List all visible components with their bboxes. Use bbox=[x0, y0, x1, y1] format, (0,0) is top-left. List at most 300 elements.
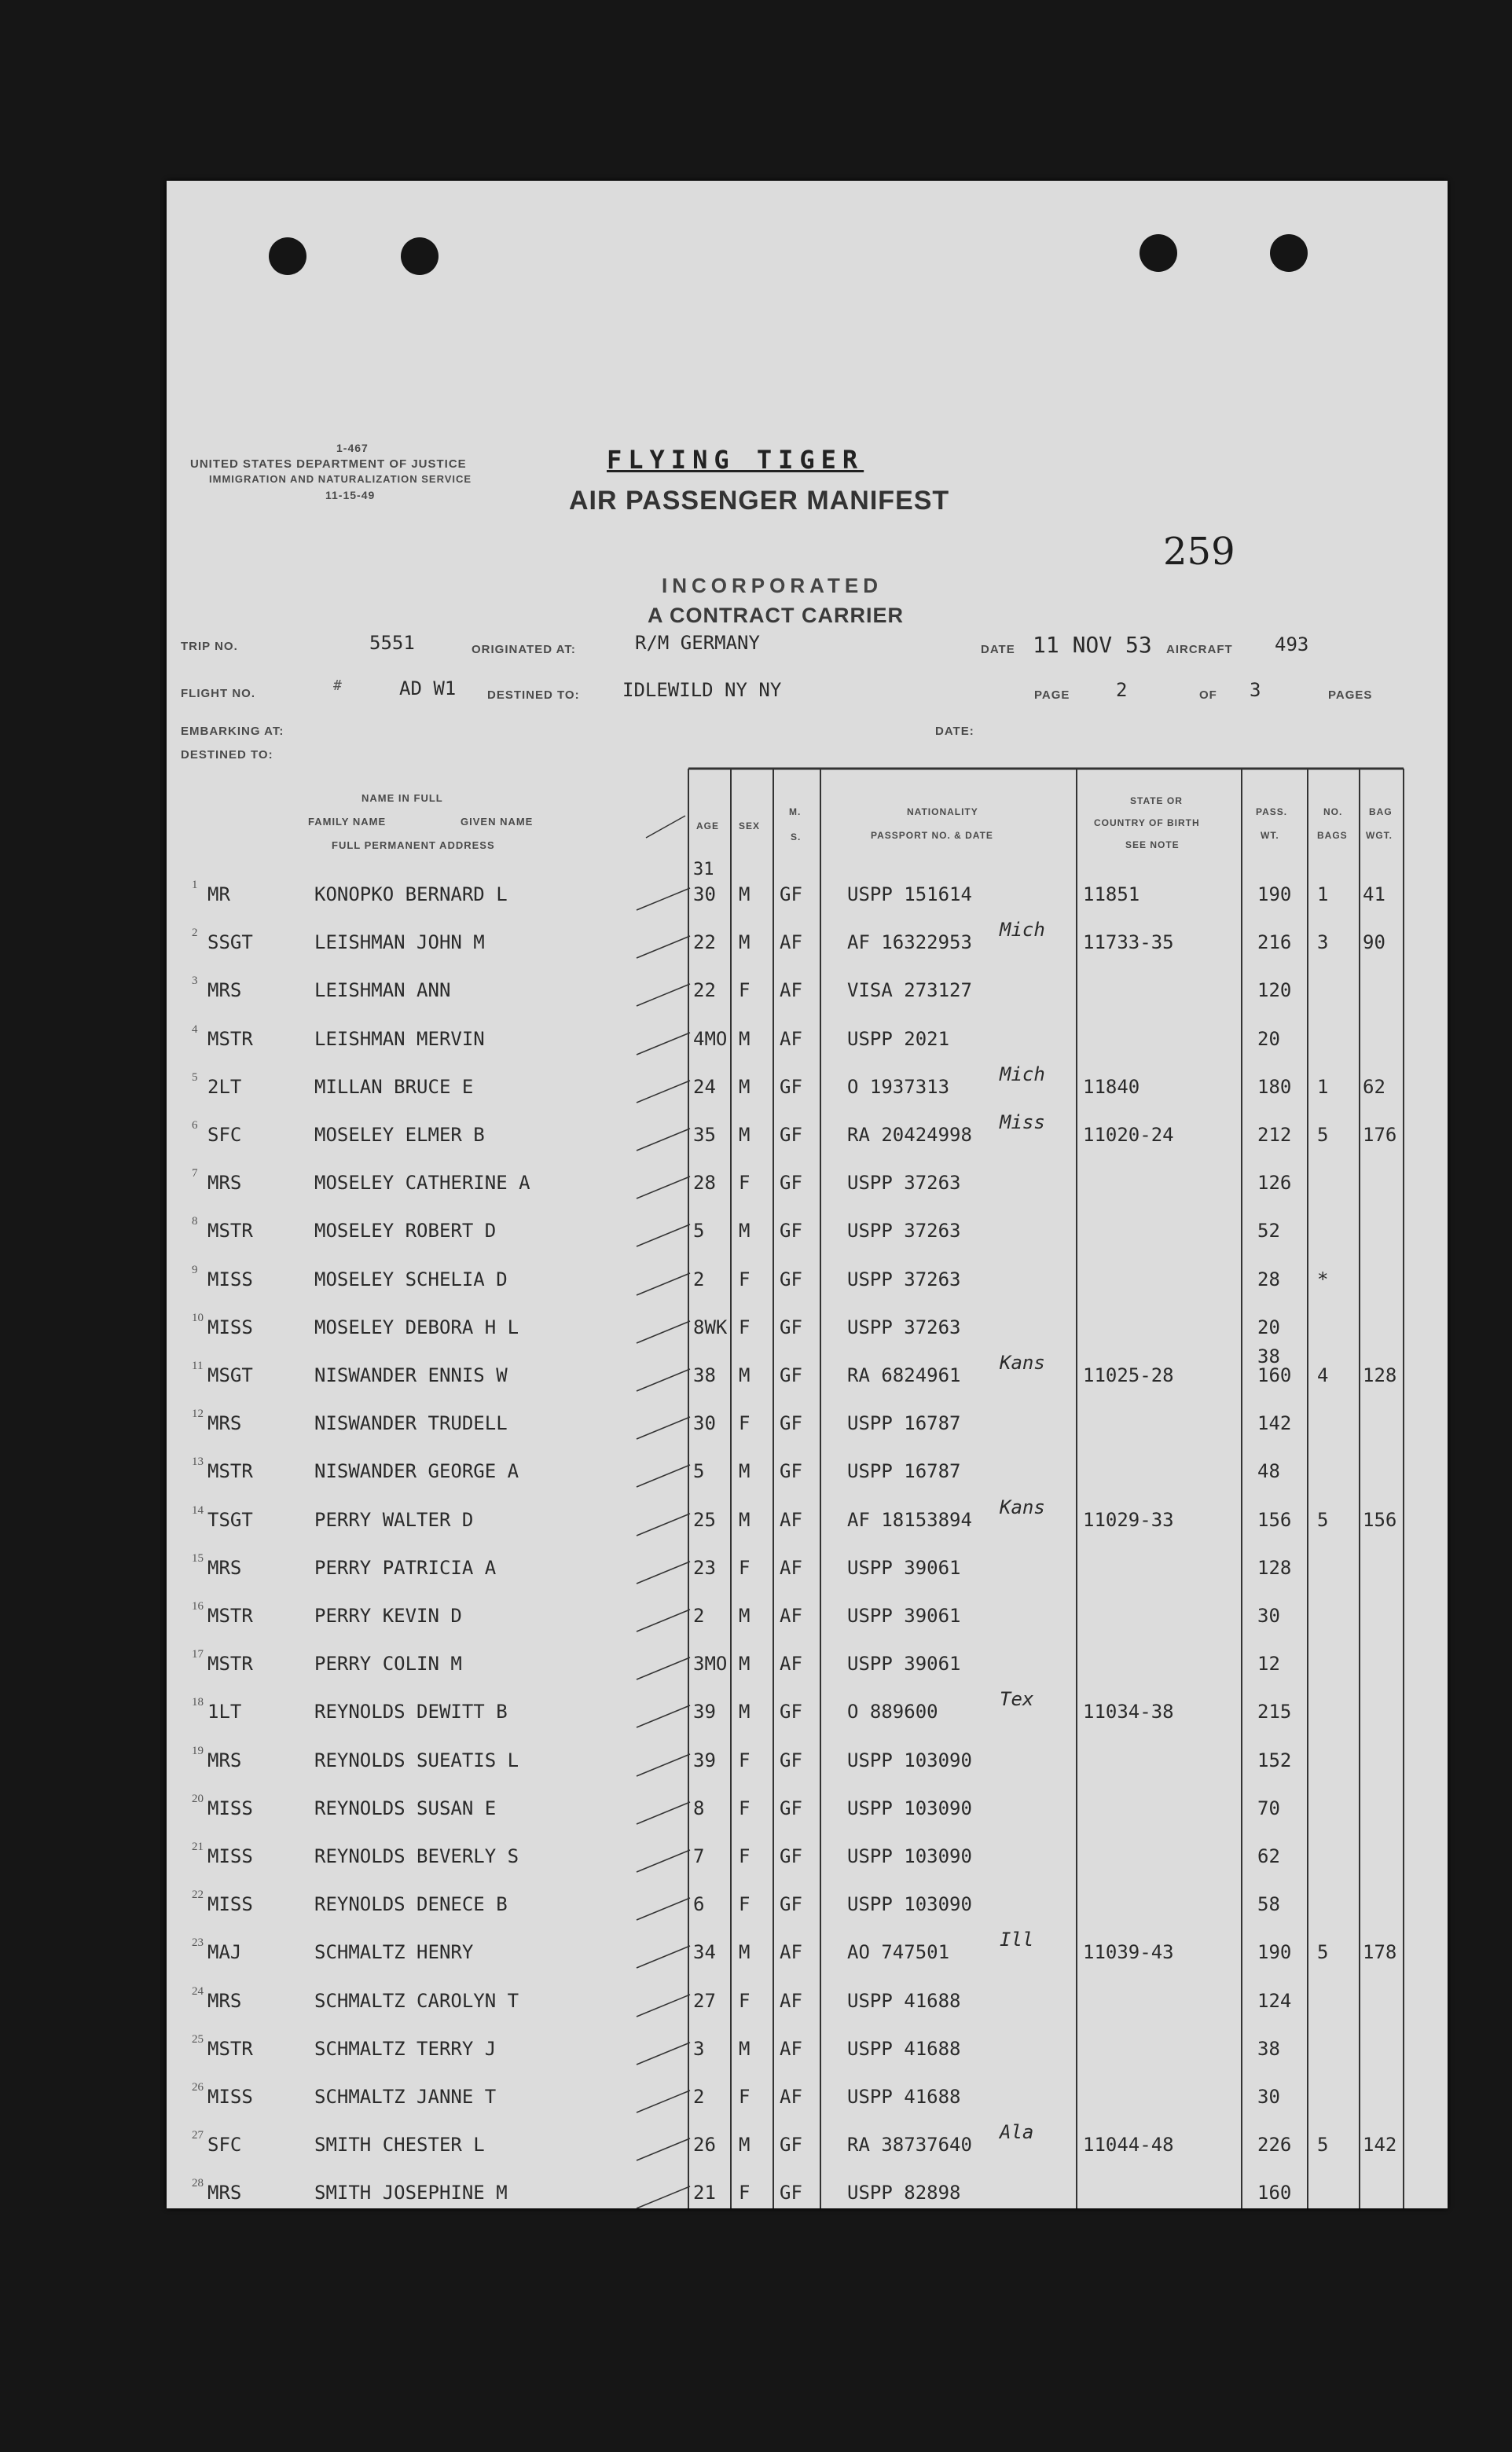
row-sex: F bbox=[739, 2086, 750, 2108]
row-handwritten-note: Tex bbox=[1000, 1688, 1034, 1711]
row-pass-wt: 216 bbox=[1257, 931, 1292, 954]
check-mark bbox=[633, 1749, 696, 1781]
row-sex: F bbox=[739, 1556, 750, 1579]
check-mark bbox=[633, 2134, 696, 2165]
table-row bbox=[167, 1020, 1448, 1068]
table-row bbox=[167, 2121, 1448, 2174]
row-handwritten-note: Ala bbox=[1000, 2121, 1034, 2144]
row-sex: F bbox=[739, 1412, 750, 1435]
row-sex: F bbox=[739, 1268, 750, 1290]
row-passport: USPP 103090 bbox=[847, 1797, 972, 1819]
table-row bbox=[167, 1688, 1448, 1741]
row-ms: GF bbox=[780, 1220, 802, 1243]
row-title: SFC bbox=[207, 2134, 242, 2157]
row-handwritten-note: Kans bbox=[1000, 1352, 1045, 1374]
row-ms: AF bbox=[780, 1508, 802, 1531]
aircraft-value: 493 bbox=[1275, 633, 1309, 655]
check-mark bbox=[633, 1172, 696, 1203]
row-title: MRS bbox=[207, 2182, 242, 2204]
row-age-correction: 31 bbox=[693, 860, 714, 879]
col-ms-1: M. bbox=[789, 806, 802, 817]
row-passport: USPP 103090 bbox=[847, 1893, 972, 1916]
row-pass-wt: 124 bbox=[1257, 1989, 1292, 2012]
table-row bbox=[167, 1452, 1448, 1500]
check-mark bbox=[633, 1028, 696, 1059]
row-bags: 1 bbox=[1317, 1075, 1329, 1098]
col-sex: SEX bbox=[739, 820, 761, 831]
row-passport: VISA 273127 bbox=[847, 979, 972, 1002]
row-number: 28 bbox=[192, 2177, 204, 2190]
table-row bbox=[167, 2174, 1448, 2222]
row-title: MSTR bbox=[207, 1027, 253, 1050]
col-pass-wt-2: WT. bbox=[1261, 830, 1279, 841]
row-birth: 11020-24 bbox=[1083, 1124, 1174, 1146]
col-bagwt-1: BAG bbox=[1369, 806, 1393, 817]
row-title: MRS bbox=[207, 1989, 242, 2012]
check-mark bbox=[633, 1076, 696, 1107]
check-mark bbox=[633, 1605, 696, 1636]
row-passport: USPP 16787 bbox=[847, 1460, 961, 1483]
row-pass-wt: 52 bbox=[1257, 1220, 1280, 1243]
row-age: 2 bbox=[693, 2086, 705, 2108]
destined-label: DESTINED TO: bbox=[487, 688, 580, 702]
destined-value: IDLEWILD NY NY bbox=[622, 679, 782, 701]
check-mark bbox=[633, 1941, 696, 1973]
row-title: SSGT bbox=[207, 931, 253, 954]
row-passport: USPP 37263 bbox=[847, 1268, 961, 1290]
table-row bbox=[167, 1345, 1448, 1404]
check-mark bbox=[633, 931, 696, 963]
row-bags: 1 bbox=[1317, 883, 1329, 905]
table-row bbox=[167, 1982, 1448, 2030]
row-pass-wt: 28 bbox=[1257, 1268, 1280, 1290]
table-row bbox=[167, 1309, 1448, 1356]
row-ms: GF bbox=[780, 1124, 802, 1146]
form-number: 1-467 bbox=[336, 442, 369, 454]
row-number: 13 bbox=[192, 1455, 204, 1469]
row-number: 1 bbox=[192, 879, 198, 891]
row-sex: M bbox=[739, 2037, 750, 2060]
row-name: REYNOLDS DEWITT B bbox=[314, 1701, 508, 1723]
col-bags-1: NO. bbox=[1323, 806, 1343, 817]
row-name: REYNOLDS SUSAN E bbox=[314, 1797, 497, 1819]
manifest-title: AIR PASSENGER MANIFEST bbox=[569, 486, 950, 516]
row-ms: GF bbox=[780, 1412, 802, 1435]
col-address: FULL PERMANENT ADDRESS bbox=[332, 839, 495, 851]
row-title: MRS bbox=[207, 1556, 242, 1579]
check-mark bbox=[633, 1557, 696, 1588]
row-name: NISWANDER TRUDELL bbox=[314, 1412, 508, 1435]
pages-label: PAGES bbox=[1328, 688, 1373, 702]
row-passport: RA 20424998 bbox=[847, 1124, 972, 1146]
manifest-page bbox=[167, 181, 1448, 2208]
row-sex: M bbox=[739, 1124, 750, 1146]
row-bags: * bbox=[1317, 1268, 1329, 1290]
table-row bbox=[167, 1885, 1448, 1933]
col-name-line1: NAME IN FULL bbox=[361, 792, 443, 804]
row-ms: AF bbox=[780, 1556, 802, 1579]
table-row bbox=[167, 919, 1448, 971]
row-passport: USPP 16787 bbox=[847, 1412, 961, 1435]
table-row bbox=[167, 2030, 1448, 2078]
row-sex: M bbox=[739, 1508, 750, 1531]
table-row bbox=[167, 971, 1448, 1019]
row-sex: M bbox=[739, 2134, 750, 2157]
row-birth: 11733-35 bbox=[1083, 931, 1174, 954]
row-bag-wt: 178 bbox=[1363, 1941, 1397, 1964]
table-row bbox=[167, 1212, 1448, 1260]
row-bags: 5 bbox=[1317, 1124, 1329, 1146]
row-bags: 5 bbox=[1317, 1941, 1329, 1964]
row-pass-wt: 70 bbox=[1257, 1797, 1280, 1819]
row-passport: O 889600 bbox=[847, 1701, 938, 1723]
row-ms: GF bbox=[780, 1701, 802, 1723]
check-mark bbox=[633, 1124, 696, 1155]
originated-value: R/M GERMANY bbox=[635, 632, 760, 654]
contract-carrier-label: A CONTRACT CARRIER bbox=[648, 604, 904, 627]
row-pass-wt: 190 bbox=[1257, 1941, 1292, 1964]
row-title: MISS bbox=[207, 1893, 253, 1916]
row-age: 24 bbox=[693, 1075, 716, 1098]
embarking-label: EMBARKING AT: bbox=[181, 725, 284, 738]
check-mark bbox=[633, 1364, 696, 1396]
row-birth: 11851 bbox=[1083, 883, 1140, 905]
row-passport: USPP 39061 bbox=[847, 1653, 961, 1676]
check-mark bbox=[633, 1845, 696, 1877]
row-age: 2 bbox=[693, 1268, 705, 1290]
flight-prefix: # bbox=[333, 677, 342, 694]
row-sex: M bbox=[739, 931, 750, 954]
col-given-name: GIVEN NAME bbox=[461, 816, 534, 828]
originated-label: ORIGINATED AT: bbox=[472, 643, 576, 656]
check-mark bbox=[633, 883, 696, 915]
row-bags: 3 bbox=[1317, 931, 1329, 954]
table-row bbox=[167, 1742, 1448, 1789]
row-sex: M bbox=[739, 1605, 750, 1627]
row-age: 21 bbox=[693, 2182, 716, 2204]
row-ms: AF bbox=[780, 1653, 802, 1676]
row-name: LEISHMAN JOHN M bbox=[314, 931, 485, 954]
row-bag-wt: 176 bbox=[1363, 1124, 1397, 1146]
of-value: 3 bbox=[1250, 679, 1261, 701]
row-number: 16 bbox=[192, 1600, 204, 1613]
row-passport: AO 747501 bbox=[847, 1941, 950, 1964]
table-row bbox=[167, 1837, 1448, 1885]
table-row bbox=[167, 1645, 1448, 1693]
row-name: SCHMALTZ CAROLYN T bbox=[314, 1989, 519, 2012]
row-passport: RA 38737640 bbox=[847, 2134, 972, 2157]
of-label: OF bbox=[1199, 688, 1217, 702]
row-title: MRS bbox=[207, 1412, 242, 1435]
row-number: 17 bbox=[192, 1648, 204, 1661]
row-title: MSTR bbox=[207, 1653, 253, 1676]
col-state-3: SEE NOTE bbox=[1125, 839, 1180, 850]
row-number: 12 bbox=[192, 1408, 204, 1421]
date-label: DATE bbox=[981, 643, 1015, 656]
row-pass-wt: 62 bbox=[1257, 1845, 1280, 1867]
table-row bbox=[167, 1404, 1448, 1452]
row-title: TSGT bbox=[207, 1508, 253, 1531]
row-passport: USPP 103090 bbox=[847, 1749, 972, 1771]
row-passport: USPP 39061 bbox=[847, 1556, 961, 1579]
row-pass-wt: 20 bbox=[1257, 1027, 1280, 1050]
row-passport: USPP 151614 bbox=[847, 883, 972, 905]
row-pass-wt: 142 bbox=[1257, 1412, 1292, 1435]
row-name: MOSELEY DEBORA H L bbox=[314, 1316, 519, 1338]
row-birth: 11025-28 bbox=[1083, 1364, 1174, 1386]
agency-line-2: IMMIGRATION AND NATURALIZATION SERVICE bbox=[209, 473, 472, 485]
row-ms: GF bbox=[780, 883, 802, 905]
row-pass-wt: 38 bbox=[1257, 2037, 1280, 2060]
row-age: 39 bbox=[693, 1701, 716, 1723]
row-ms: AF bbox=[780, 2037, 802, 2060]
table-row bbox=[167, 2078, 1448, 2126]
row-name: MOSELEY ELMER B bbox=[314, 1124, 485, 1146]
table-row bbox=[167, 1549, 1448, 1597]
page-stamp-number: 259 bbox=[1163, 530, 1235, 574]
row-number: 22 bbox=[192, 1889, 204, 1902]
row-name: NISWANDER ENNIS W bbox=[314, 1364, 508, 1386]
row-ms: GF bbox=[780, 2182, 802, 2204]
row-title: MSGT bbox=[207, 1364, 253, 1386]
col-age: AGE bbox=[696, 820, 720, 831]
row-number: 9 bbox=[192, 1263, 198, 1276]
row-name: MOSELEY ROBERT D bbox=[314, 1220, 497, 1243]
row-title: MISS bbox=[207, 1797, 253, 1819]
row-pass-wt: 226 bbox=[1257, 2134, 1292, 2157]
col-state-2: COUNTRY OF BIRTH bbox=[1094, 817, 1200, 828]
row-bag-wt: 62 bbox=[1363, 1075, 1385, 1098]
row-title: MSTR bbox=[207, 2037, 253, 2060]
row-ms: AF bbox=[780, 1605, 802, 1627]
row-pass-wt: 215 bbox=[1257, 1701, 1292, 1723]
row-name: PERRY PATRICIA A bbox=[314, 1556, 497, 1579]
row-name: PERRY COLIN M bbox=[314, 1653, 462, 1676]
table-row bbox=[167, 1929, 1448, 1981]
row-birth: 11029-33 bbox=[1083, 1508, 1174, 1531]
row-name: SMITH JOSEPHINE M bbox=[314, 2182, 508, 2204]
row-name: MILLAN BRUCE E bbox=[314, 1075, 474, 1098]
col-family-name: FAMILY NAME bbox=[308, 816, 387, 828]
row-sex: F bbox=[739, 1989, 750, 2012]
row-sex: F bbox=[739, 1316, 750, 1338]
row-number: 25 bbox=[192, 2032, 204, 2046]
row-ms: AF bbox=[780, 1989, 802, 2012]
row-sex: F bbox=[739, 1845, 750, 1867]
row-age: 28 bbox=[693, 1172, 716, 1195]
row-age: 5 bbox=[693, 1220, 705, 1243]
row-title: MISS bbox=[207, 1268, 253, 1290]
row-age: 8WK bbox=[693, 1316, 728, 1338]
row-age: 30 bbox=[693, 1412, 716, 1435]
col-passport: PASSPORT NO. & DATE bbox=[871, 830, 993, 841]
row-passport: USPP 37263 bbox=[847, 1220, 961, 1243]
row-ms: GF bbox=[780, 1364, 802, 1386]
row-age: 38 bbox=[693, 1364, 716, 1386]
row-age: 4MO bbox=[693, 1027, 728, 1050]
row-title: MSTR bbox=[207, 1460, 253, 1483]
check-mark bbox=[633, 2182, 696, 2213]
check-mark bbox=[633, 1460, 696, 1492]
row-ms: AF bbox=[780, 1027, 802, 1050]
row-title: 2LT bbox=[207, 1075, 242, 1098]
row-title: MAJ bbox=[207, 1941, 242, 1964]
row-age: 23 bbox=[693, 1556, 716, 1579]
table-row bbox=[167, 1261, 1448, 1309]
row-number: 2 bbox=[192, 927, 198, 940]
row-name: REYNOLDS BEVERLY S bbox=[314, 1845, 519, 1867]
table-row bbox=[167, 1496, 1448, 1549]
row-age: 6 bbox=[693, 1893, 705, 1916]
flight-no-value: AD W1 bbox=[399, 677, 457, 699]
row-pass-wt: 30 bbox=[1257, 2086, 1280, 2108]
check-mark bbox=[633, 979, 696, 1011]
row-number: 26 bbox=[192, 2081, 204, 2094]
row-bags: 5 bbox=[1317, 1508, 1329, 1531]
row-pass-wt: 180 bbox=[1257, 1075, 1292, 1098]
row-number: 3 bbox=[192, 975, 198, 988]
row-bag-wt: 90 bbox=[1363, 931, 1385, 954]
row-number: 21 bbox=[192, 1841, 204, 1853]
col-ms-2: S. bbox=[791, 831, 802, 842]
row-number: 23 bbox=[192, 1936, 204, 1950]
row-number: 19 bbox=[192, 1744, 204, 1757]
row-ms: AF bbox=[780, 1941, 802, 1964]
row-passport: USPP 37263 bbox=[847, 1172, 961, 1195]
check-mark bbox=[633, 2086, 696, 2117]
row-passport: USPP 103090 bbox=[847, 1845, 972, 1867]
date-value: 11 NOV 53 bbox=[1033, 632, 1152, 658]
row-number: 15 bbox=[192, 1551, 204, 1565]
check-mark bbox=[633, 1797, 696, 1829]
row-bags: 4 bbox=[1317, 1364, 1329, 1386]
row-name: PERRY WALTER D bbox=[314, 1508, 474, 1531]
row-number: 14 bbox=[192, 1503, 204, 1517]
row-ms: GF bbox=[780, 2134, 802, 2157]
row-handwritten-note: Ill bbox=[1000, 1929, 1034, 1951]
row-sex: F bbox=[739, 1172, 750, 1195]
flight-no-label: FLIGHT NO. bbox=[181, 687, 255, 700]
row-number: 27 bbox=[192, 2129, 204, 2142]
table-row bbox=[167, 1111, 1448, 1164]
row-name: LEISHMAN ANN bbox=[314, 979, 451, 1002]
row-pass-wt: 160 bbox=[1257, 2182, 1292, 2204]
row-handwritten-note: Mich bbox=[1000, 1063, 1045, 1085]
check-mark bbox=[633, 1268, 696, 1300]
row-sex: F bbox=[739, 2182, 750, 2204]
row-ms: GF bbox=[780, 1845, 802, 1867]
row-age: 30 bbox=[693, 883, 716, 905]
row-number: 18 bbox=[192, 1696, 204, 1709]
row-name: SCHMALTZ JANNE T bbox=[314, 2086, 497, 2108]
col-bagwt-2: WGT. bbox=[1366, 830, 1393, 841]
row-name: NISWANDER GEORGE A bbox=[314, 1460, 519, 1483]
row-sex: F bbox=[739, 1797, 750, 1819]
row-birth: 11840 bbox=[1083, 1075, 1140, 1098]
row-ms: AF bbox=[780, 931, 802, 954]
row-pass-wt: 30 bbox=[1257, 1605, 1280, 1627]
row-name: REYNOLDS DENECE B bbox=[314, 1893, 508, 1916]
row-name: SCHMALTZ HENRY bbox=[314, 1941, 474, 1964]
check-mark bbox=[633, 1653, 696, 1684]
row-ms: AF bbox=[780, 2086, 802, 2108]
row-pass-wt: 48 bbox=[1257, 1460, 1280, 1483]
row-bag-wt: 142 bbox=[1363, 2134, 1397, 2157]
row-age: 26 bbox=[693, 2134, 716, 2157]
row-ms: GF bbox=[780, 1075, 802, 1098]
row-sex: M bbox=[739, 1653, 750, 1676]
row-passport: USPP 2021 bbox=[847, 1027, 950, 1050]
row-title: MRS bbox=[207, 979, 242, 1002]
row-passport: USPP 82898 bbox=[847, 2182, 961, 2204]
row-age: 3MO bbox=[693, 1653, 728, 1676]
row-name: PERRY KEVIN D bbox=[314, 1605, 462, 1627]
row-passport: USPP 39061 bbox=[847, 1605, 961, 1627]
table-row bbox=[167, 1164, 1448, 1212]
row-age: 2 bbox=[693, 1605, 705, 1627]
row-title: MISS bbox=[207, 1845, 253, 1867]
row-ms: GF bbox=[780, 1749, 802, 1771]
row-number: 11 bbox=[192, 1360, 204, 1372]
row-ms: GF bbox=[780, 1460, 802, 1483]
row-ms: GF bbox=[780, 1797, 802, 1819]
aircraft-label: AIRCRAFT bbox=[1166, 643, 1233, 656]
table-row bbox=[167, 1063, 1448, 1116]
row-passport: AF 16322953 bbox=[847, 931, 972, 954]
row-name: SMITH CHESTER L bbox=[314, 2134, 485, 2157]
row-number: 24 bbox=[192, 1984, 204, 1998]
row-ms: AF bbox=[780, 979, 802, 1002]
row-passport: AF 18153894 bbox=[847, 1508, 972, 1531]
row-age: 35 bbox=[693, 1124, 716, 1146]
row-ms: GF bbox=[780, 1172, 802, 1195]
col-nationality: NATIONALITY bbox=[907, 806, 978, 817]
table-row bbox=[167, 1789, 1448, 1837]
row-passport: USPP 41688 bbox=[847, 2086, 961, 2108]
row-sex: F bbox=[739, 1893, 750, 1916]
row-bags: 5 bbox=[1317, 2134, 1329, 2157]
row-title: 1LT bbox=[207, 1701, 242, 1723]
row-handwritten-note: Mich bbox=[1000, 919, 1045, 942]
row-title: MSTR bbox=[207, 1605, 253, 1627]
row-handwritten-note: Kans bbox=[1000, 1496, 1045, 1518]
row-number: 5 bbox=[192, 1070, 198, 1084]
row-name: KONOPKO BERNARD L bbox=[314, 883, 508, 905]
trip-no-value: 5551 bbox=[369, 632, 415, 654]
check-mark bbox=[633, 1316, 696, 1348]
row-birth: 11039-43 bbox=[1083, 1941, 1174, 1964]
row-title: MISS bbox=[207, 2086, 253, 2108]
row-age: 39 bbox=[693, 1749, 716, 1771]
row-passport: USPP 41688 bbox=[847, 2037, 961, 2060]
row-bag-wt: 41 bbox=[1363, 883, 1385, 905]
row-pass-wt: 120 bbox=[1257, 979, 1292, 1002]
row-title: MISS bbox=[207, 1316, 253, 1338]
row-passport: O 1937313 bbox=[847, 1075, 950, 1098]
row-birth: 11034-38 bbox=[1083, 1701, 1174, 1723]
trip-no-label: TRIP NO. bbox=[181, 640, 238, 653]
row-number: 8 bbox=[192, 1215, 198, 1228]
check-mark bbox=[633, 1220, 696, 1251]
row-pass-wt: 12 bbox=[1257, 1653, 1280, 1676]
row-title: MRS bbox=[207, 1749, 242, 1771]
row-name: LEISHMAN MERVIN bbox=[314, 1027, 485, 1050]
check-mark bbox=[633, 1893, 696, 1925]
row-number: 6 bbox=[192, 1119, 198, 1132]
row-age: 34 bbox=[693, 1941, 716, 1964]
row-sex: F bbox=[739, 979, 750, 1002]
row-title: SFC bbox=[207, 1124, 242, 1146]
